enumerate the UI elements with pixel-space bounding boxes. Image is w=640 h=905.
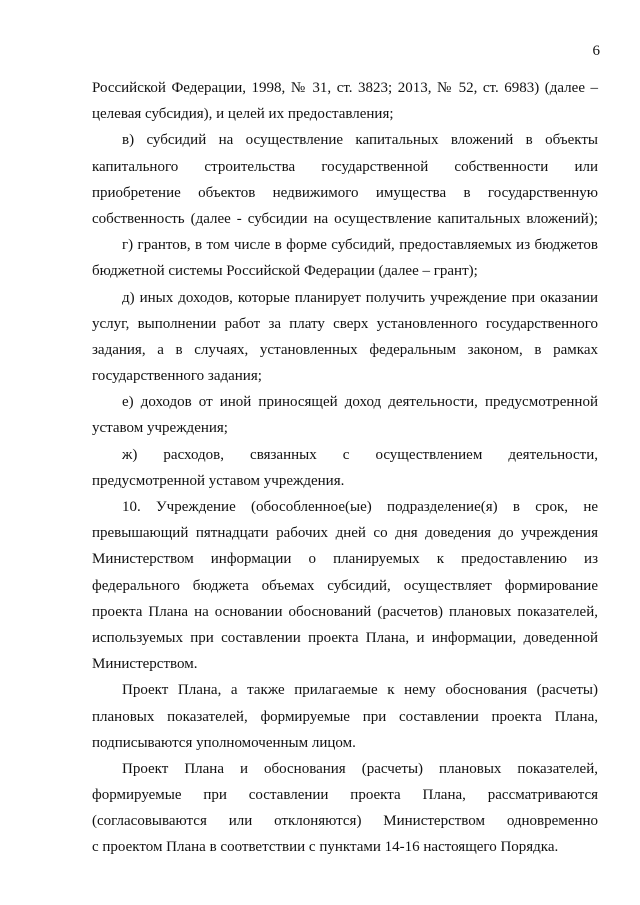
text-line: услуг, выполнении работ за плату сверх установленного государственного <box>92 315 598 332</box>
text-line: подписываются уполномоченным лицом. <box>92 734 356 751</box>
text-line: предусмотренной уставом учреждения. <box>92 472 345 489</box>
document-body <box>92 75 598 861</box>
text-line: 10. Учреждение (обособленное(ые) подразделение(я) в срок, не <box>122 499 598 515</box>
text-line: д) иных доходов, которые планирует получить учреждение при оказании <box>122 289 598 306</box>
text-line: е) доходов от иной приносящей доход деятельности, предусмотренной <box>122 394 598 411</box>
text-line: ж) расходов, связанных с осуществлением деятельности, <box>122 446 598 463</box>
text-line: целевая субсидия), и целей их предоставления; <box>92 106 394 123</box>
text-line: Проект Плана, а также прилагаемые к нему обоснования (расчеты) <box>122 682 598 699</box>
page-number: 6 <box>592 43 600 59</box>
text-line: плановых показателей, формируемые при составлении проекта Плана, <box>92 708 598 725</box>
text-line: г) грантов, в том числе в форме субсидий, предоставляемых из бюджетов <box>122 237 598 254</box>
text-line: бюджетной системы Российской Федерации (далее – грант); <box>92 263 478 280</box>
text-line: приобретение объектов недвижимого имущества в государственную <box>92 184 598 201</box>
text-line: (согласовываются или отклоняются) Министерством одновременно <box>92 813 598 830</box>
text-line: проекта Плана на основании обоснований (расчетов) плановых показателей, <box>92 603 598 620</box>
text-line: в) субсидий на осуществление капитальных вложений в объекты <box>122 132 598 149</box>
text-line: капитального строительства государственной собственности или <box>92 158 598 175</box>
text-line: Министерством. <box>92 656 198 673</box>
text-line: формируемые при составлении проекта Плана, рассматриваются <box>92 787 598 804</box>
text-line: с проектом Плана в соответствии с пунктами 14-16 настоящего Порядка. <box>92 839 559 856</box>
text-line: Российской Федерации, 1998, № 31, ст. 3823; 2013, № 52, ст. 6983) (далее – <box>92 80 598 96</box>
text-line: собственность (далее - субсидии на осуществление капитальных вложений); <box>92 210 598 227</box>
text-line: Проект Плана и обоснования (расчеты) плановых показателей, <box>122 760 598 777</box>
text-line: задания, а в случаях, установленных федеральным законом, в рамках <box>92 341 598 358</box>
text-line: используемых при составлении проекта Плана, и информации, доведенной <box>92 629 598 646</box>
text-line: федерального бюджета объемах субсидий, осуществляет формирование <box>92 577 598 594</box>
text-line: Министерством информации о планируемых к предоставлению из <box>92 551 598 568</box>
text-line: уставом учреждения; <box>92 420 228 437</box>
text-line: превышающий пятнадцати рабочих дней со дня доведения до учреждения <box>92 525 598 542</box>
text-line: государственного задания; <box>92 368 262 385</box>
